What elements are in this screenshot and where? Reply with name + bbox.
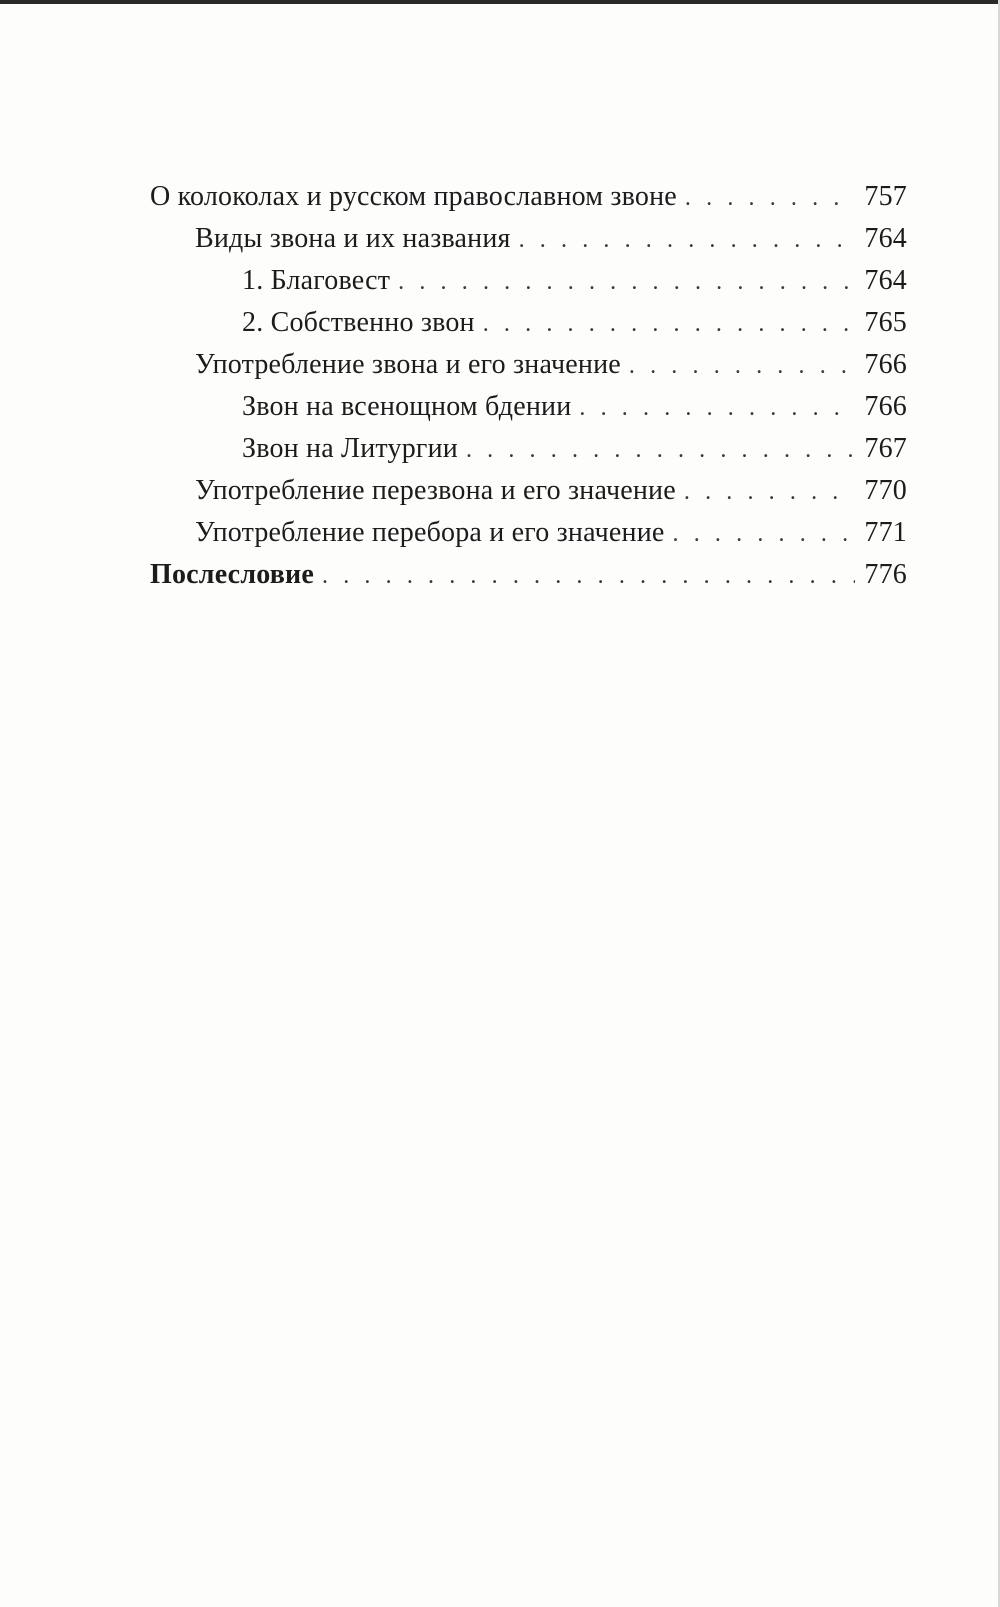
toc-entry-title: Звон на всенощном бдении xyxy=(242,391,572,422)
dot-leader xyxy=(629,345,855,387)
toc-entry-page: 757 xyxy=(864,181,907,212)
toc-entry-title: О колоколах и русском православном звоне xyxy=(150,181,677,212)
toc-entry-page: 764 xyxy=(864,223,907,254)
toc-entry[interactable] xyxy=(150,260,907,302)
toc-entry[interactable] xyxy=(150,512,907,554)
dot-leader xyxy=(322,555,855,597)
toc-entry-page: 771 xyxy=(864,517,907,548)
toc-entry-page: 767 xyxy=(864,433,907,464)
dot-leader xyxy=(483,303,855,345)
toc-entry-title: 2. Собственно звон xyxy=(242,307,475,338)
toc-entry-page: 764 xyxy=(864,265,907,296)
toc-entry-title: Употребление перебора и его значение xyxy=(195,517,665,548)
dot-leader xyxy=(684,471,855,513)
page-top-edge xyxy=(0,0,1000,4)
toc-entry-page: 770 xyxy=(864,475,907,506)
toc-entry-title: Употребление звона и его значение xyxy=(195,349,621,380)
toc-entry[interactable] xyxy=(150,344,907,386)
toc-entry[interactable] xyxy=(150,302,907,344)
toc-entry-page: 765 xyxy=(864,307,907,338)
toc-entry[interactable] xyxy=(150,470,907,512)
toc-entry[interactable] xyxy=(150,176,907,218)
dot-leader xyxy=(466,429,855,471)
table-of-contents xyxy=(150,176,907,596)
toc-entry-title: Употребление перезвона и его значение xyxy=(195,475,676,506)
toc-entry-page: 766 xyxy=(864,349,907,380)
toc-entry-title: Послесловие xyxy=(150,559,315,590)
dot-leader xyxy=(579,387,855,429)
toc-entry[interactable] xyxy=(150,554,907,596)
toc-entry-page: 766 xyxy=(864,391,907,422)
toc-entry[interactable] xyxy=(150,428,907,470)
toc-entry-title: Виды звона и их названия xyxy=(195,223,511,254)
toc-entry-page: 776 xyxy=(864,559,907,590)
toc-entry-title: 1. Благовест xyxy=(242,265,391,296)
dot-leader xyxy=(398,261,855,303)
toc-entry[interactable] xyxy=(150,218,907,260)
dot-leader xyxy=(673,513,855,555)
dot-leader xyxy=(519,219,855,261)
dot-leader xyxy=(685,177,855,219)
toc-entry-title: Звон на Литургии xyxy=(242,433,458,464)
toc-entry[interactable] xyxy=(150,386,907,428)
